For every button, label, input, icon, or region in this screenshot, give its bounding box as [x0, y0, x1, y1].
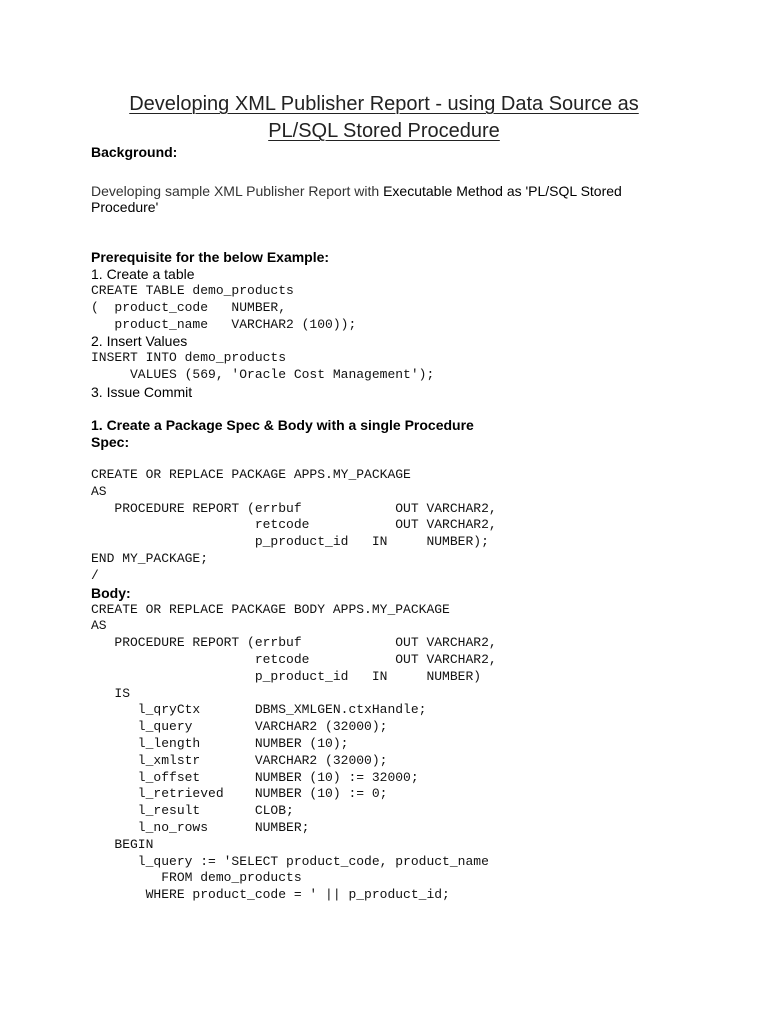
step-create-table: 1. Create a table	[91, 266, 195, 282]
background-paragraph	[91, 183, 731, 215]
document-title	[0, 91, 768, 145]
background-heading: Background:	[91, 144, 178, 160]
document-body	[91, 144, 731, 904]
section-1-heading-line-2: Spec:	[91, 433, 130, 450]
background-text-b: Executable Method as 'PL/SQL Stored	[383, 183, 622, 199]
background-text-c: Procedure'	[91, 199, 159, 215]
code-package-body: CREATE OR REPLACE PACKAGE BODY APPS.MY_PACKAGE AS PROCEDURE REPORT (errbuf OUT VARCHAR2, retcode OUT VARCHAR2, p_product_id IN NUMBER) IS l_qryCtx DBMS_XMLGEN.ctxHandle; l_query VARCHAR2 (32000); l_length NUMBER (10); l_xmlstr VARCHAR2 (32000); l_offset NUMBER (10) := 32000; l_retrieved NUMBER (10) := 0; l_result CLOB; l_no_rows NUMBER; BEGIN l_query := 'SELECT product_code, product_name FROM demo_products WHERE product_code = ' || p_product_id;	[91, 601, 497, 903]
title-line-1: Developing XML Publisher Report - using Data Source as	[129, 93, 639, 115]
background-text-a: Developing sample XML Publisher Report with	[91, 183, 384, 199]
title-line-2: PL/SQL Stored Procedure	[268, 120, 500, 142]
section-1-heading-line-1: 1. Create a Package Spec & Body with a single Procedure	[91, 416, 474, 433]
code-create-table: CREATE TABLE demo_products ( product_code NUMBER, product_name VARCHAR2 (100));	[91, 283, 357, 332]
code-package-spec: CREATE OR REPLACE PACKAGE APPS.MY_PACKAGE AS PROCEDURE REPORT (errbuf OUT VARCHAR2, retcode OUT VARCHAR2, p_product_id IN NUMBER); END MY_PACKAGE; /	[91, 466, 497, 583]
code-insert-values: INSERT INTO demo_products VALUES (569, 'Oracle Cost Management');	[91, 350, 435, 383]
prerequisite-heading: Prerequisite for the below Example:	[91, 249, 330, 265]
section-1-heading	[91, 417, 731, 451]
body-heading: Body:	[91, 584, 131, 601]
step-insert-values: 2. Insert Values	[91, 333, 188, 350]
step-issue-commit: 3. Issue Commit	[91, 383, 193, 400]
